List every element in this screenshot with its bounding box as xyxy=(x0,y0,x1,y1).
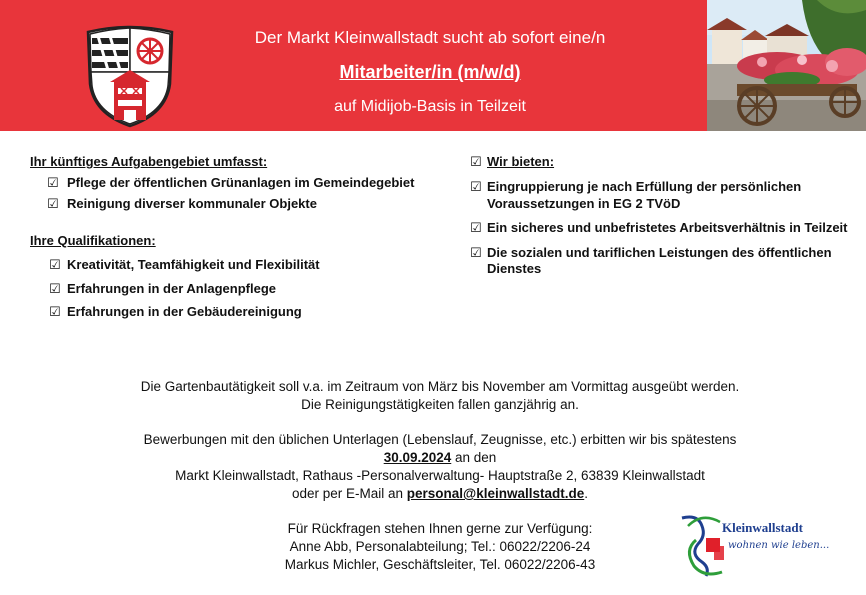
list-item-text: Erfahrungen in der Gebäudereinigung xyxy=(67,304,302,319)
offer-list xyxy=(470,179,850,278)
offer-title: Wir bieten: xyxy=(487,154,555,169)
checkbox-icon: ☑ xyxy=(49,280,61,296)
list-item-text: Pflege der öffentlichen Grünanlagen im Gemeindegebiet xyxy=(67,175,415,190)
list-item xyxy=(49,281,430,298)
job-title: Mitarbeiter/in (m/w/d) xyxy=(339,62,521,82)
checkbox-icon: ☑ xyxy=(47,175,59,190)
list-item-text: Kreativität, Teamfähigkeit und Flexibilität xyxy=(67,257,320,272)
list-item-text: Erfahrungen in der Anlagenpflege xyxy=(67,280,276,296)
checkbox-icon: ☑ xyxy=(470,154,482,169)
checkbox-icon: ☑ xyxy=(49,304,61,319)
qualifications-list xyxy=(30,257,430,321)
email-link[interactable]: personal@kleinwallstadt.de xyxy=(406,486,585,501)
qualifications-title: Ihre Qualifikationen: xyxy=(30,233,156,248)
paragraph-line: Bewerbungen mit den üblichen Unterlagen (Lebenslauf, Zeugnisse, etc.) erbitten wir bis spätestens xyxy=(143,432,737,447)
email-suffix: . xyxy=(584,486,589,501)
checkbox-icon: ☑ xyxy=(470,179,482,194)
list-item xyxy=(47,175,430,192)
contact-person: Markus Michler, Geschäftsleiter, Tel. 06022/2206-43 xyxy=(284,557,596,572)
checkbox-icon: ☑ xyxy=(470,220,482,235)
address-line: Markt Kleinwallstadt, Rathaus -Personalverwaltung- Hauptstraße 2, 63839 Kleinwallstadt xyxy=(175,468,705,483)
tasks-list xyxy=(30,175,430,212)
contact-person: Anne Abb, Personalabteilung; Tel.: 06022/2206-24 xyxy=(289,539,591,554)
header-banner xyxy=(0,0,866,131)
offer-heading xyxy=(470,153,850,171)
job-type: auf Midijob-Basis in Teilzeit xyxy=(334,98,526,115)
village-flower-cart-photo xyxy=(707,0,866,131)
logo-name: Kleinwallstadt xyxy=(722,520,803,535)
deadline-line xyxy=(90,449,790,467)
list-item xyxy=(49,304,430,321)
paragraph-line: Die Reinigungstätigkeiten fallen ganzjährig an. xyxy=(301,397,579,412)
tasks-title: Ihr künftiges Aufgabengebiet umfasst: xyxy=(30,154,268,169)
list-item xyxy=(470,220,850,237)
deadline-suffix: an den xyxy=(451,450,497,465)
list-item xyxy=(470,245,850,278)
header-text xyxy=(185,20,675,119)
deadline-date: 30.09.2024 xyxy=(383,450,452,465)
header-intro: Der Markt Kleinwallstadt sucht ab sofort eine/n xyxy=(254,28,606,47)
list-item-text: Reinigung diverser kommunaler Objekte xyxy=(67,195,317,211)
checkbox-icon: ☑ xyxy=(470,244,482,260)
application-paragraph xyxy=(90,431,790,503)
list-item xyxy=(47,196,430,213)
checkbox-icon: ☑ xyxy=(49,257,61,272)
list-item-text: Die sozialen und tariflichen Leistungen des öffentlichen Dienstes xyxy=(487,244,832,276)
list-item xyxy=(49,257,430,274)
work-period-paragraph xyxy=(90,378,790,414)
left-column xyxy=(30,153,430,321)
email-line xyxy=(90,485,790,503)
contact-intro: Für Rückfragen stehen Ihnen gerne zur Verfügung: xyxy=(287,521,593,536)
kleinwallstadt-logo-icon xyxy=(676,510,852,580)
coat-of-arms-icon xyxy=(80,24,180,128)
checkbox-icon: ☑ xyxy=(47,195,59,211)
paragraph-line: Die Gartenbautätigkeit soll v.a. im Zeitraum von März bis November am Vormittag ausgeübt werden. xyxy=(140,379,740,394)
logo-slogan: wohnen wie leben... xyxy=(728,540,830,551)
list-item-text: Ein sicheres und unbefristetes Arbeitsverhältnis in Teilzeit xyxy=(487,220,848,235)
list-item xyxy=(470,179,850,212)
email-prefix: oder per E-Mail an xyxy=(291,486,407,501)
right-column xyxy=(470,153,850,278)
list-item-text: Eingruppierung je nach Erfüllung der persönlichen Voraussetzungen in EG 2 TVöD xyxy=(487,179,802,211)
